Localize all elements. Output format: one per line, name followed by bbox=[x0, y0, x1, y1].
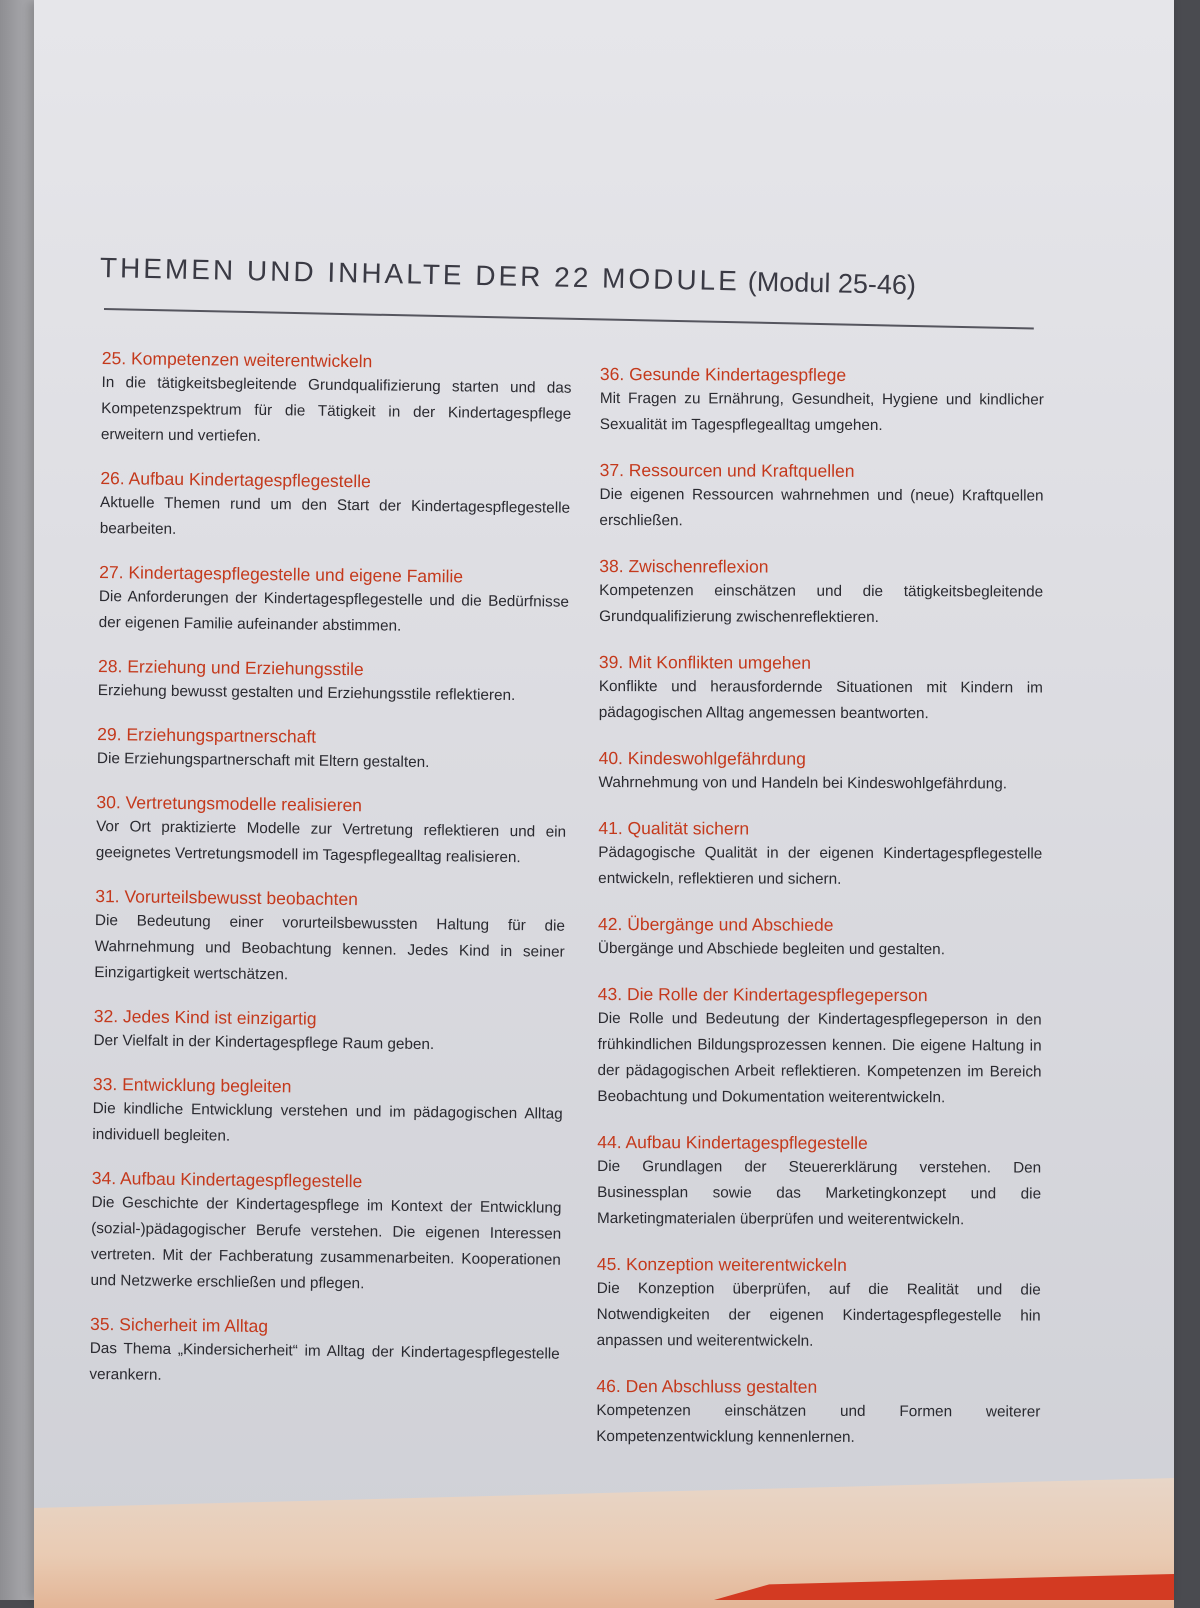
page-title-main: THEMEN UND INHALTE DER 22 MODULE bbox=[99, 252, 741, 297]
module-description: Konflikte und herausfordernde Situationen mit Kindern im pädagogischen Alltag angemessen beantworten. bbox=[598, 677, 1043, 723]
module-description: Die eigenen Ressourcen wahrnehmen und (neue) Kraftquellen erschließen. bbox=[599, 485, 1044, 530]
module-title: 41. Qualität sichern bbox=[598, 817, 750, 839]
module-entry bbox=[597, 1130, 1041, 1234]
modules-column-right bbox=[596, 362, 1044, 1472]
module-title: 33. Entwicklung begleiten bbox=[92, 1073, 292, 1097]
module-title: 36. Gesunde Kindertagespflege bbox=[599, 364, 847, 385]
module-title: 40. Kindeswohlgefährdung bbox=[598, 747, 806, 769]
module-title: 25. Kompetenzen weiterentwickeln bbox=[101, 347, 373, 372]
module-title: 37. Ressourcen und Kraftquellen bbox=[599, 459, 855, 481]
module-entry bbox=[598, 816, 1042, 894]
module-description: Vor Ort praktizierte Modelle zur Vertretung reflektieren und ein geeignetes Vertretungsmodell im Tagespflegealltag realisieren. bbox=[95, 817, 567, 867]
module-description: Aktuelle Themen rund um den Start der Kindertagespflegestelle bearbeiten. bbox=[99, 493, 571, 538]
module-title: 43. Die Rolle der Kindertagespflegeperson bbox=[597, 983, 928, 1006]
module-entry bbox=[600, 362, 1044, 440]
module-title: 45. Konzeption weiterentwickeln bbox=[596, 1253, 847, 1275]
module-title: 31. Vorurteilsbewusst beobachten bbox=[95, 885, 359, 910]
module-entry bbox=[97, 722, 568, 778]
module-entry bbox=[89, 1312, 560, 1394]
module-entry bbox=[98, 560, 569, 642]
module-entry bbox=[94, 884, 565, 992]
module-entry bbox=[599, 554, 1043, 632]
module-description: Die Erziehungspartnerschaft mit Eltern gestalten. bbox=[96, 749, 430, 772]
module-title: 35. Sicherheit im Alltag bbox=[89, 1313, 269, 1337]
module-description: In die tätigkeitsbegleitende Grundqualifizierung starten und das Kompetenzspektrum für die Tätigkeit in der Kindertagespflege erweitern und vertiefen. bbox=[100, 373, 572, 445]
module-title: 34. Aufbau Kindertagespflegestelle bbox=[91, 1167, 363, 1192]
module-description: Die Konzeption überprüfen, auf die Realität und die Notwendigkeiten der eigenen Kindertagespflegestelle hin anpassen und weiterentwickeln. bbox=[596, 1279, 1041, 1350]
module-entry bbox=[598, 912, 1042, 964]
module-entry bbox=[92, 1072, 563, 1154]
title-underline bbox=[104, 308, 1034, 329]
module-entry bbox=[96, 790, 567, 872]
module-description: Erziehung bewusst gestalten und Erziehungsstile reflektieren. bbox=[97, 681, 516, 705]
module-title: 26. Aufbau Kindertagespflegestelle bbox=[100, 467, 371, 492]
module-description: Kompetenzen einschätzen und Formen weiterer Kompetenzentwicklung kennenlernen. bbox=[596, 1401, 1041, 1446]
module-description: Pädagogische Qualität in der eigenen Kindertagespflegestelle entwickeln, reflektieren und sichern. bbox=[598, 843, 1043, 888]
module-description: Die Geschichte der Kindertagespflege im Kontext der Entwicklung (sozial-)pädagogischer Berufe verstehen. Die eigenen Interessen vertreten. Mit der Fachberatung zusammenarbeiten. Kooperationen und Netzwerke erschließen und pflegen. bbox=[90, 1193, 562, 1293]
page-title-suffix: (Modul 25-46) bbox=[747, 266, 917, 301]
module-description: Die Rolle und Bedeutung der Kindertagespflegeperson in den frühkindlichen Bildungsprozessen kennen. Die eigene Haltung in der pädagogischen Arbeit reflektieren. Kompetenzen im Bereich Beobachtung und Dokumentation weiterentwickeln. bbox=[597, 1009, 1042, 1107]
module-title: 30. Vertretungsmodelle realisieren bbox=[96, 791, 363, 816]
module-entry bbox=[597, 982, 1041, 1112]
module-entry bbox=[597, 1252, 1041, 1356]
module-title: 32. Jedes Kind ist einzigartig bbox=[93, 1005, 317, 1029]
module-title: 46. Den Abschluss gestalten bbox=[596, 1375, 818, 1397]
module-description: Die kindliche Entwicklung verstehen und im pädagogischen Alltag individuell begleiten. bbox=[92, 1099, 563, 1145]
module-entry bbox=[90, 1166, 562, 1300]
brochure-page bbox=[34, 0, 1174, 1600]
module-description: Die Grundlagen der Steuererklärung verstehen. Den Businessplan sowie das Marketingkonzept und die Marketingmaterialen überprüfen und weiterentwickeln. bbox=[596, 1157, 1042, 1229]
module-description: Das Thema „Kindersicherheit“ im Alltag der Kindertagespflegestelle verankern. bbox=[89, 1339, 560, 1384]
module-title: 42. Übergänge und Abschiede bbox=[598, 913, 834, 935]
module-entry bbox=[596, 1374, 1040, 1452]
module-description: Mit Fragen zu Ernährung, Gesundheit, Hygiene und kindlicher Sexualität im Tagespflegealltag umgehen. bbox=[599, 389, 1044, 434]
page-title bbox=[100, 252, 917, 301]
module-title: 28. Erziehung und Erziehungsstile bbox=[97, 655, 364, 680]
module-entry bbox=[93, 1004, 564, 1060]
module-description: Wahrnehmung von und Handeln bei Kindeswohlgefährdung. bbox=[598, 773, 1008, 793]
module-entry bbox=[599, 458, 1043, 536]
module-description: Kompetenzen einschätzen und die tätigkeitsbegleitende Grundqualifizierung zwischenreflektieren. bbox=[599, 581, 1044, 626]
module-title: 29. Erziehungspartnerschaft bbox=[97, 723, 317, 747]
module-entry bbox=[598, 746, 1042, 798]
module-title: 38. Zwischenreflexion bbox=[599, 555, 769, 577]
module-description: Der Vielfalt in der Kindertagespflege Raum geben. bbox=[93, 1031, 435, 1054]
modules-column-left bbox=[89, 346, 572, 1412]
module-title: 44. Aufbau Kindertagespflegestelle bbox=[597, 1131, 868, 1153]
module-entry bbox=[98, 654, 569, 710]
module-title: 27. Kindertagespflegestelle und eigene Familie bbox=[99, 561, 464, 587]
module-description: Die Anforderungen der Kindertagespflegestelle und die Bedürfnisse der eigenen Familie aufeinander abstimmen. bbox=[98, 587, 570, 635]
module-entry bbox=[101, 346, 572, 454]
module-entry bbox=[100, 466, 571, 548]
module-entry bbox=[599, 650, 1043, 728]
module-title: 39. Mit Konflikten umgehen bbox=[598, 651, 812, 673]
module-description: Die Bedeutung einer vorurteilsbewussten Haltung für die Wahrnehmung und Beobachtung kennen. Jedes Kind in seiner Einzigartigkeit wertschätzen. bbox=[94, 911, 566, 984]
module-description: Übergänge und Abschiede begleiten und gestalten. bbox=[597, 939, 945, 959]
